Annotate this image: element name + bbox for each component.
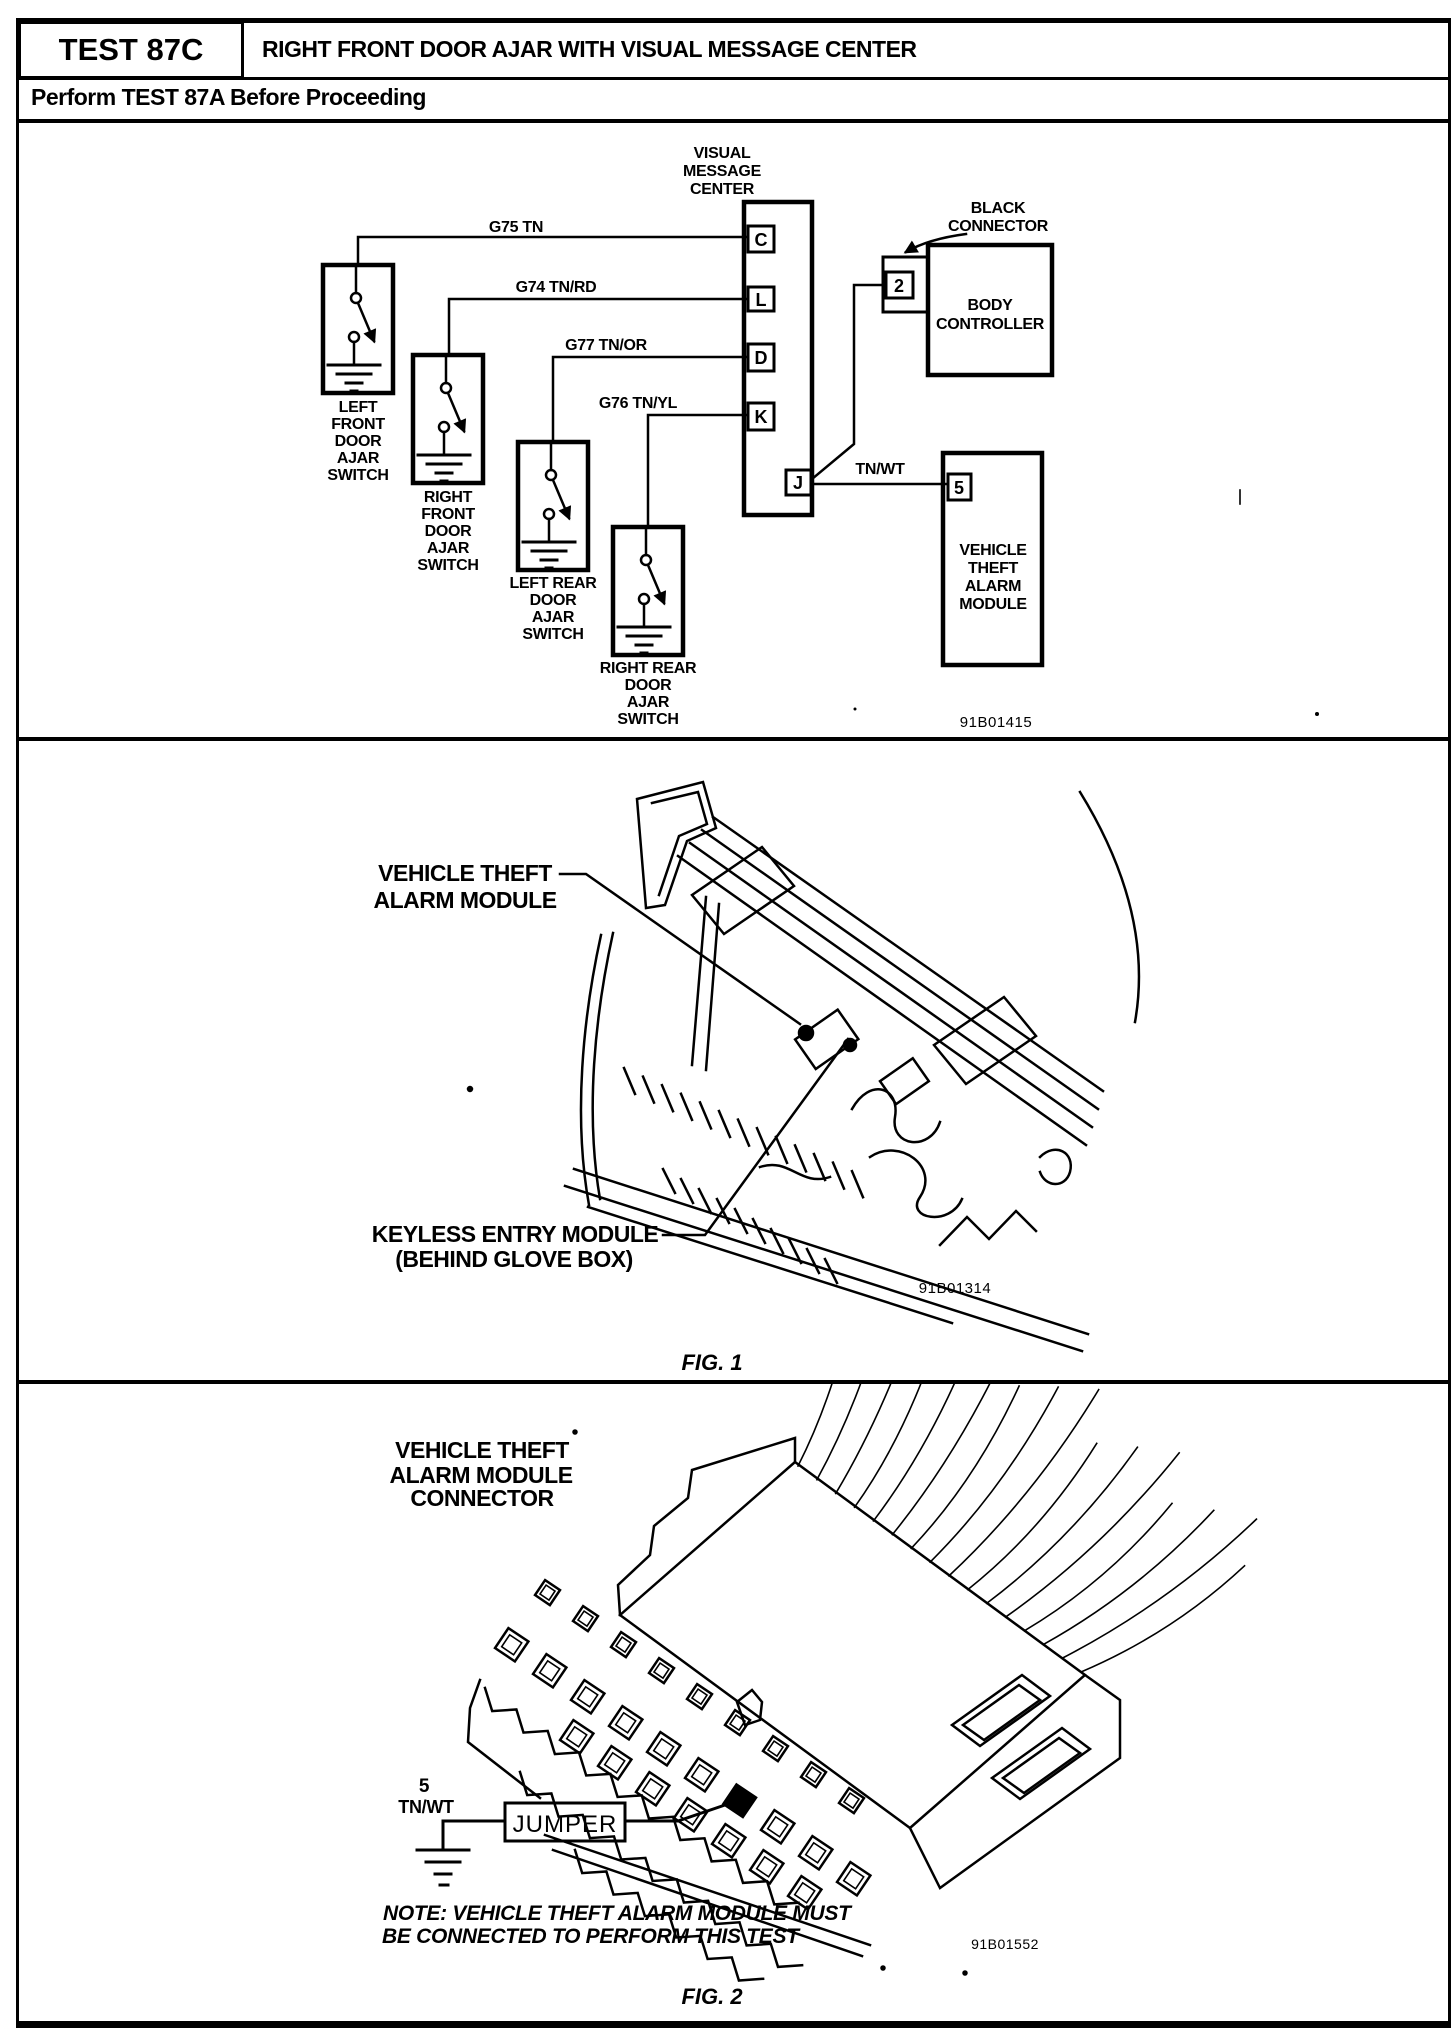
rr-label-4: SWITCH: [617, 711, 679, 728]
wire-bundle-fan: [798, 1380, 1256, 1672]
vmc-label-line3: CENTER: [690, 181, 754, 198]
rf-label-3: DOOR: [424, 523, 472, 540]
note-line2: BE CONNECTED TO PERFORM THIS TEST: [382, 1925, 799, 1948]
rr-label-3: AJAR: [626, 694, 670, 711]
lf-label-2: FRONT: [331, 416, 385, 433]
vmc-terminal-d: D: [754, 348, 768, 368]
rf-label-4: AJAR: [426, 540, 470, 557]
black-connector-label-line1: BLACK: [970, 200, 1026, 217]
rr-label-2: DOOR: [624, 677, 672, 694]
rr-label-1: RIGHT REAR: [599, 660, 697, 677]
vmc-label-line2: MESSAGE: [683, 163, 761, 180]
visual-message-center: [683, 145, 812, 515]
body-controller-terminal: 2: [893, 276, 905, 296]
wire-body-controller-to-j: [812, 285, 886, 479]
vtam-label-line2: THEFT: [967, 560, 1019, 577]
wiring-diagram: [0, 122, 1456, 737]
body-controller-assembly: [883, 200, 1052, 375]
page-subtitle: Perform TEST 87A Before Proceeding: [31, 84, 426, 110]
lf-label-4: AJAR: [336, 450, 380, 467]
body-controller-label-line2: CONTROLLER: [935, 316, 1045, 333]
figure-1: [0, 737, 1456, 1380]
fig1-keyless-label-line1: KEYLESS ENTRY MODULE: [371, 1221, 659, 1247]
vehicle-theft-alarm-module: [943, 453, 1042, 665]
vmc-terminal-j: J: [792, 473, 804, 493]
lr-label-4: SWITCH: [522, 626, 584, 643]
door-ajar-switch-symbol: [518, 442, 588, 570]
fig1-caption: FIG. 1: [681, 1350, 743, 1375]
wire-g75: [358, 237, 748, 265]
body-controller-label-line1: BODY: [967, 297, 1013, 314]
test-number-label: TEST 87C: [58, 32, 204, 67]
wire-g76: [648, 415, 748, 527]
test-number-box: [18, 21, 244, 79]
fig2-connector-label-line3: CONNECTOR: [410, 1485, 554, 1511]
fig2-connector-label-line2: ALARM MODULE: [389, 1462, 573, 1488]
fig1-vtam-label-line1: VEHICLE THEFT: [378, 860, 552, 886]
pin-cavity-5-darkened: [723, 1784, 756, 1817]
diagram-code-1: 91B01415: [959, 714, 1033, 731]
vtam-label-line4: MODULE: [959, 596, 1027, 613]
pin-number-label: 5: [418, 1776, 430, 1797]
rf-label-5: SWITCH: [417, 557, 479, 574]
lf-label-1: LEFT: [338, 399, 378, 416]
vmc-terminal-c: C: [754, 230, 768, 250]
door-ajar-switch-symbol: [323, 265, 393, 393]
rf-label-2: FRONT: [421, 506, 475, 523]
rf-label-1: RIGHT: [423, 489, 473, 506]
vtam-terminal: 5: [953, 478, 965, 498]
vmc-label-line1: VISUAL: [693, 145, 751, 162]
vmc-terminal-k: K: [754, 407, 768, 427]
black-connector-outline: [883, 257, 928, 312]
diagram-code-3: 91B01552: [971, 1936, 1039, 1952]
pin-wire-label: TN/WT: [398, 1797, 454, 1817]
door-ajar-switch-symbol: [613, 527, 683, 655]
figure-2: [0, 1380, 1456, 2023]
black-connector-label-line2: CONNECTOR: [947, 218, 1049, 235]
page-title: RIGHT FRONT DOOR AJAR WITH VISUAL MESSAGE CENTER: [262, 36, 917, 62]
diagram-code-2: 91B01314: [918, 1280, 992, 1297]
lr-label-3: AJAR: [531, 609, 575, 626]
lf-label-3: DOOR: [334, 433, 382, 450]
vmc-terminal-l: L: [755, 290, 767, 310]
ground-symbol: [417, 1850, 469, 1885]
lf-label-5: SWITCH: [327, 467, 389, 484]
jumper-label: JUMPER: [512, 1811, 618, 1838]
fig1-vtam-label-line2: ALARM MODULE: [373, 887, 557, 913]
scan-noise: [854, 490, 1320, 716]
wire-label-g76: G76 TN/YL: [598, 395, 678, 412]
connector-art: [468, 1431, 1120, 1975]
note-line1: NOTE: VEHICLE THEFT ALARM MODULE MUST: [383, 1902, 851, 1925]
fig2-caption: FIG. 2: [681, 1984, 743, 2009]
fig2-connector-label-line1: VEHICLE THEFT: [395, 1437, 569, 1463]
fig1-keyless-label-line2: (BEHIND GLOVE BOX): [395, 1246, 633, 1272]
lr-label-1: LEFT REAR: [509, 575, 597, 592]
wire-label-g77: G77 TN/OR: [565, 337, 647, 354]
lr-label-2: DOOR: [529, 592, 577, 609]
wire-label-g75: G75 TN: [488, 219, 544, 236]
door-ajar-switch-symbol: [413, 355, 483, 483]
vtam-label-line1: VEHICLE: [959, 542, 1027, 559]
jumper-wire-left: [443, 1821, 505, 1850]
wire-label-tnwt: TN/WT: [855, 461, 905, 478]
wire-label-g74: G74 TN/RD: [515, 279, 597, 296]
vtam-label-line3: ALARM: [964, 578, 1022, 595]
